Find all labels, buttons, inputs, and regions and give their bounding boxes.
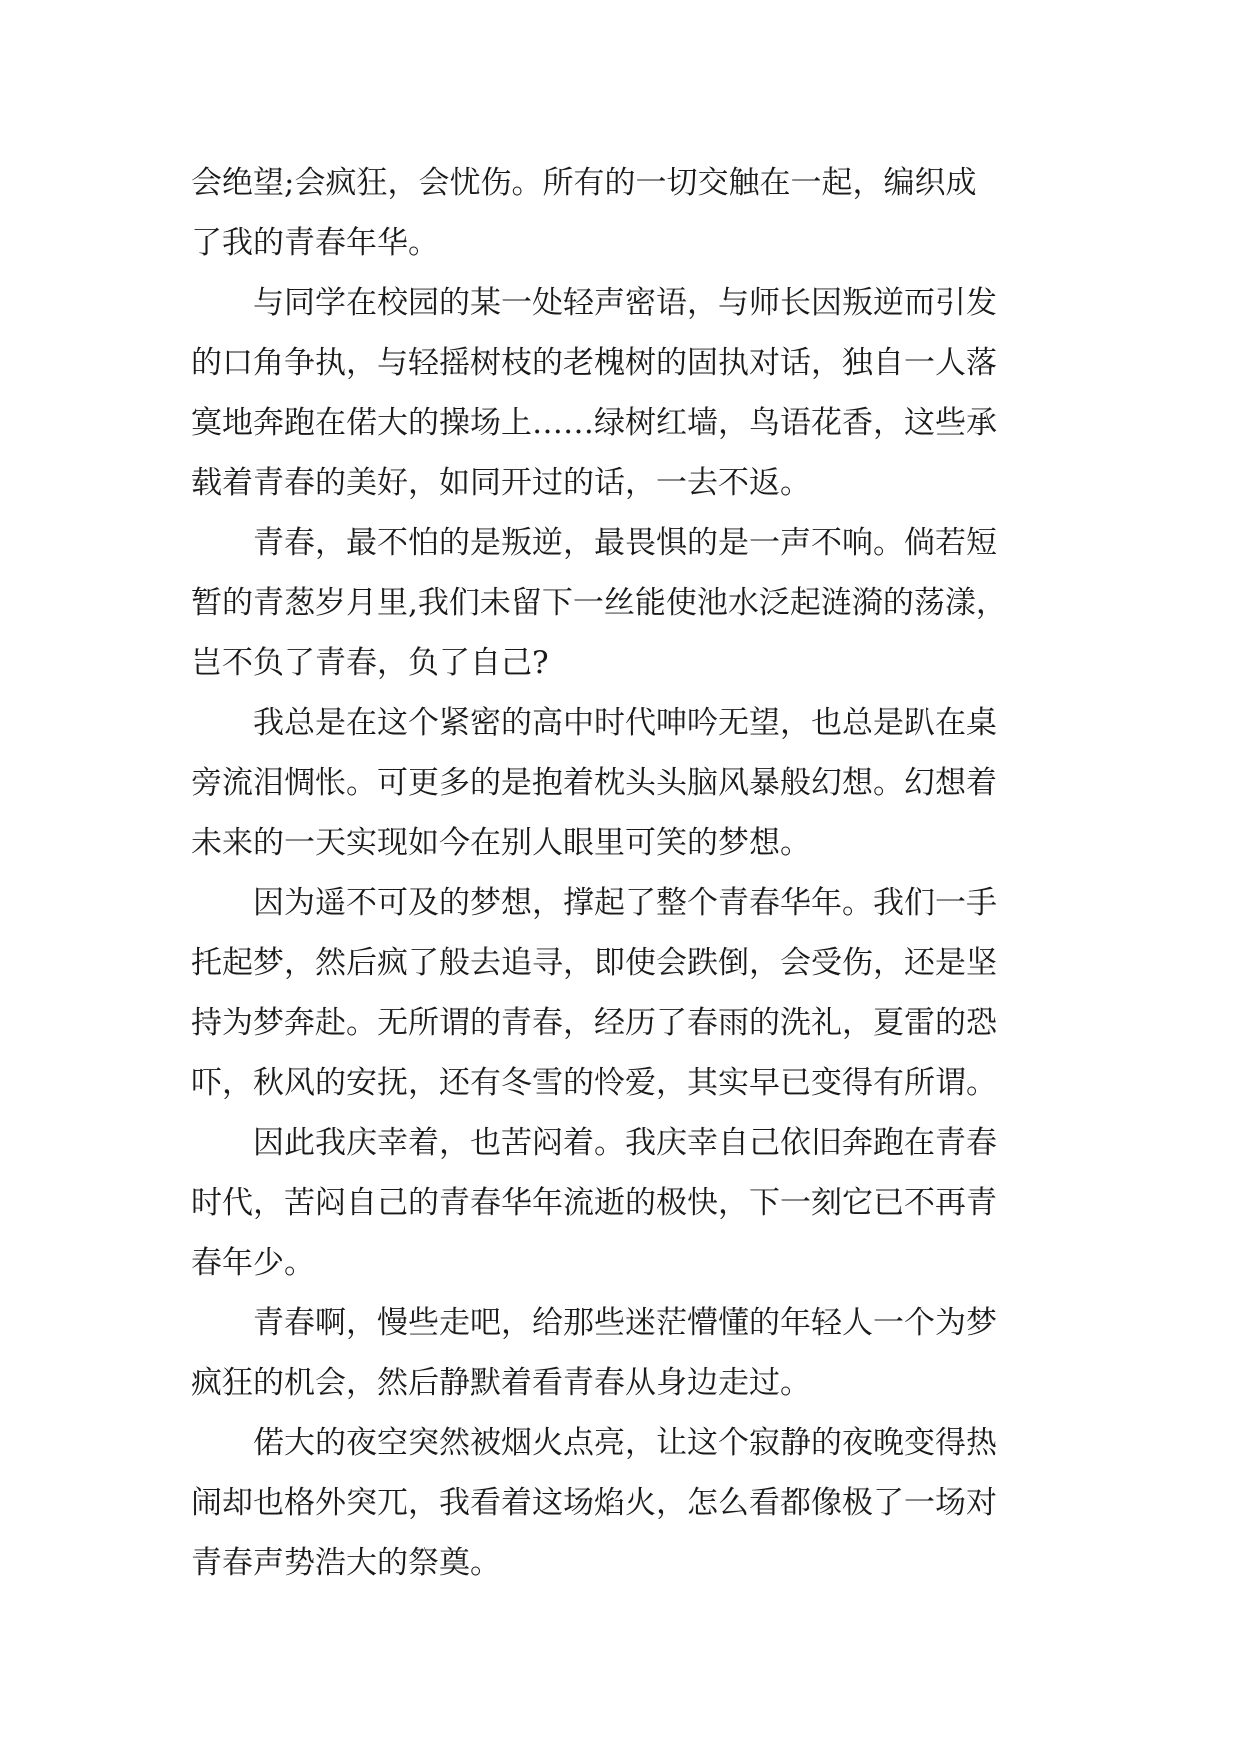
- paragraph-first-line: 与同学在校园的某一处轻声密语，与师长因叛逆而引发: [253, 285, 997, 321]
- text-line: 持为梦奔赴。无所谓的青春，经历了春雨的洗礼，夏雷的恐: [191, 1005, 997, 1041]
- text-line: 了我的青春年华。: [191, 225, 439, 261]
- text-line: 托起梦，然后疯了般去追寻，即使会跌倒，会受伤，还是坚: [191, 945, 997, 981]
- paragraph-first-line: 青春，最不怕的是叛逆，最畏惧的是一声不响。倘若短: [253, 525, 997, 561]
- text-line: 岂不负了青春，负了自己?: [191, 645, 549, 681]
- text-line: 吓，秋风的安抚，还有冬雪的怜爱，其实早已变得有所谓。: [191, 1065, 997, 1101]
- text-line: 青春声势浩大的祭奠。: [191, 1545, 501, 1581]
- text-line: 闹却也格外突兀，我看着这场焰火，怎么看都像极了一场对: [191, 1485, 997, 1521]
- text-line: 载着青春的美好，如同开过的话，一去不返。: [191, 465, 811, 501]
- paragraph-first-line: 因为遥不可及的梦想，撑起了整个青春华年。我们一手: [253, 885, 997, 921]
- text-line: 未来的一天实现如今在别人眼里可笑的梦想。: [191, 825, 811, 861]
- paragraph-first-line: 偌大的夜空突然被烟火点亮，让这个寂静的夜晚变得热: [253, 1425, 997, 1461]
- paragraph-first-line: 我总是在这个紧密的高中时代呻吟无望，也总是趴在桌: [253, 705, 997, 741]
- text-line: 旁流泪惆怅。可更多的是抱着枕头头脑风暴般幻想。幻想着: [191, 765, 997, 801]
- text-line: 寞地奔跑在偌大的操场上……绿树红墙，鸟语花香，这些承: [191, 405, 997, 441]
- text-line: 时代，苦闷自己的青春华年流逝的极快，下一刻它已不再青: [191, 1185, 997, 1221]
- text-line: 的口角争执，与轻摇树枝的老槐树的固执对话，独自一人落: [191, 345, 997, 381]
- paragraph-first-line: 因此我庆幸着，也苦闷着。我庆幸自己依旧奔跑在青春: [253, 1125, 997, 1161]
- text-line: 春年少。: [191, 1245, 315, 1281]
- paragraph-first-line: 青春啊，慢些走吧，给那些迷茫懵懂的年轻人一个为梦: [253, 1305, 997, 1341]
- text-line: 会绝望;会疯狂，会忧伤。所有的一切交触在一起，编织成: [191, 165, 977, 201]
- text-line: 疯狂的机会，然后静默着看青春从身边走过。: [191, 1365, 811, 1401]
- text-line: 暂的青葱岁月里,我们未留下一丝能使池水泛起涟漪的荡漾，: [191, 585, 1007, 621]
